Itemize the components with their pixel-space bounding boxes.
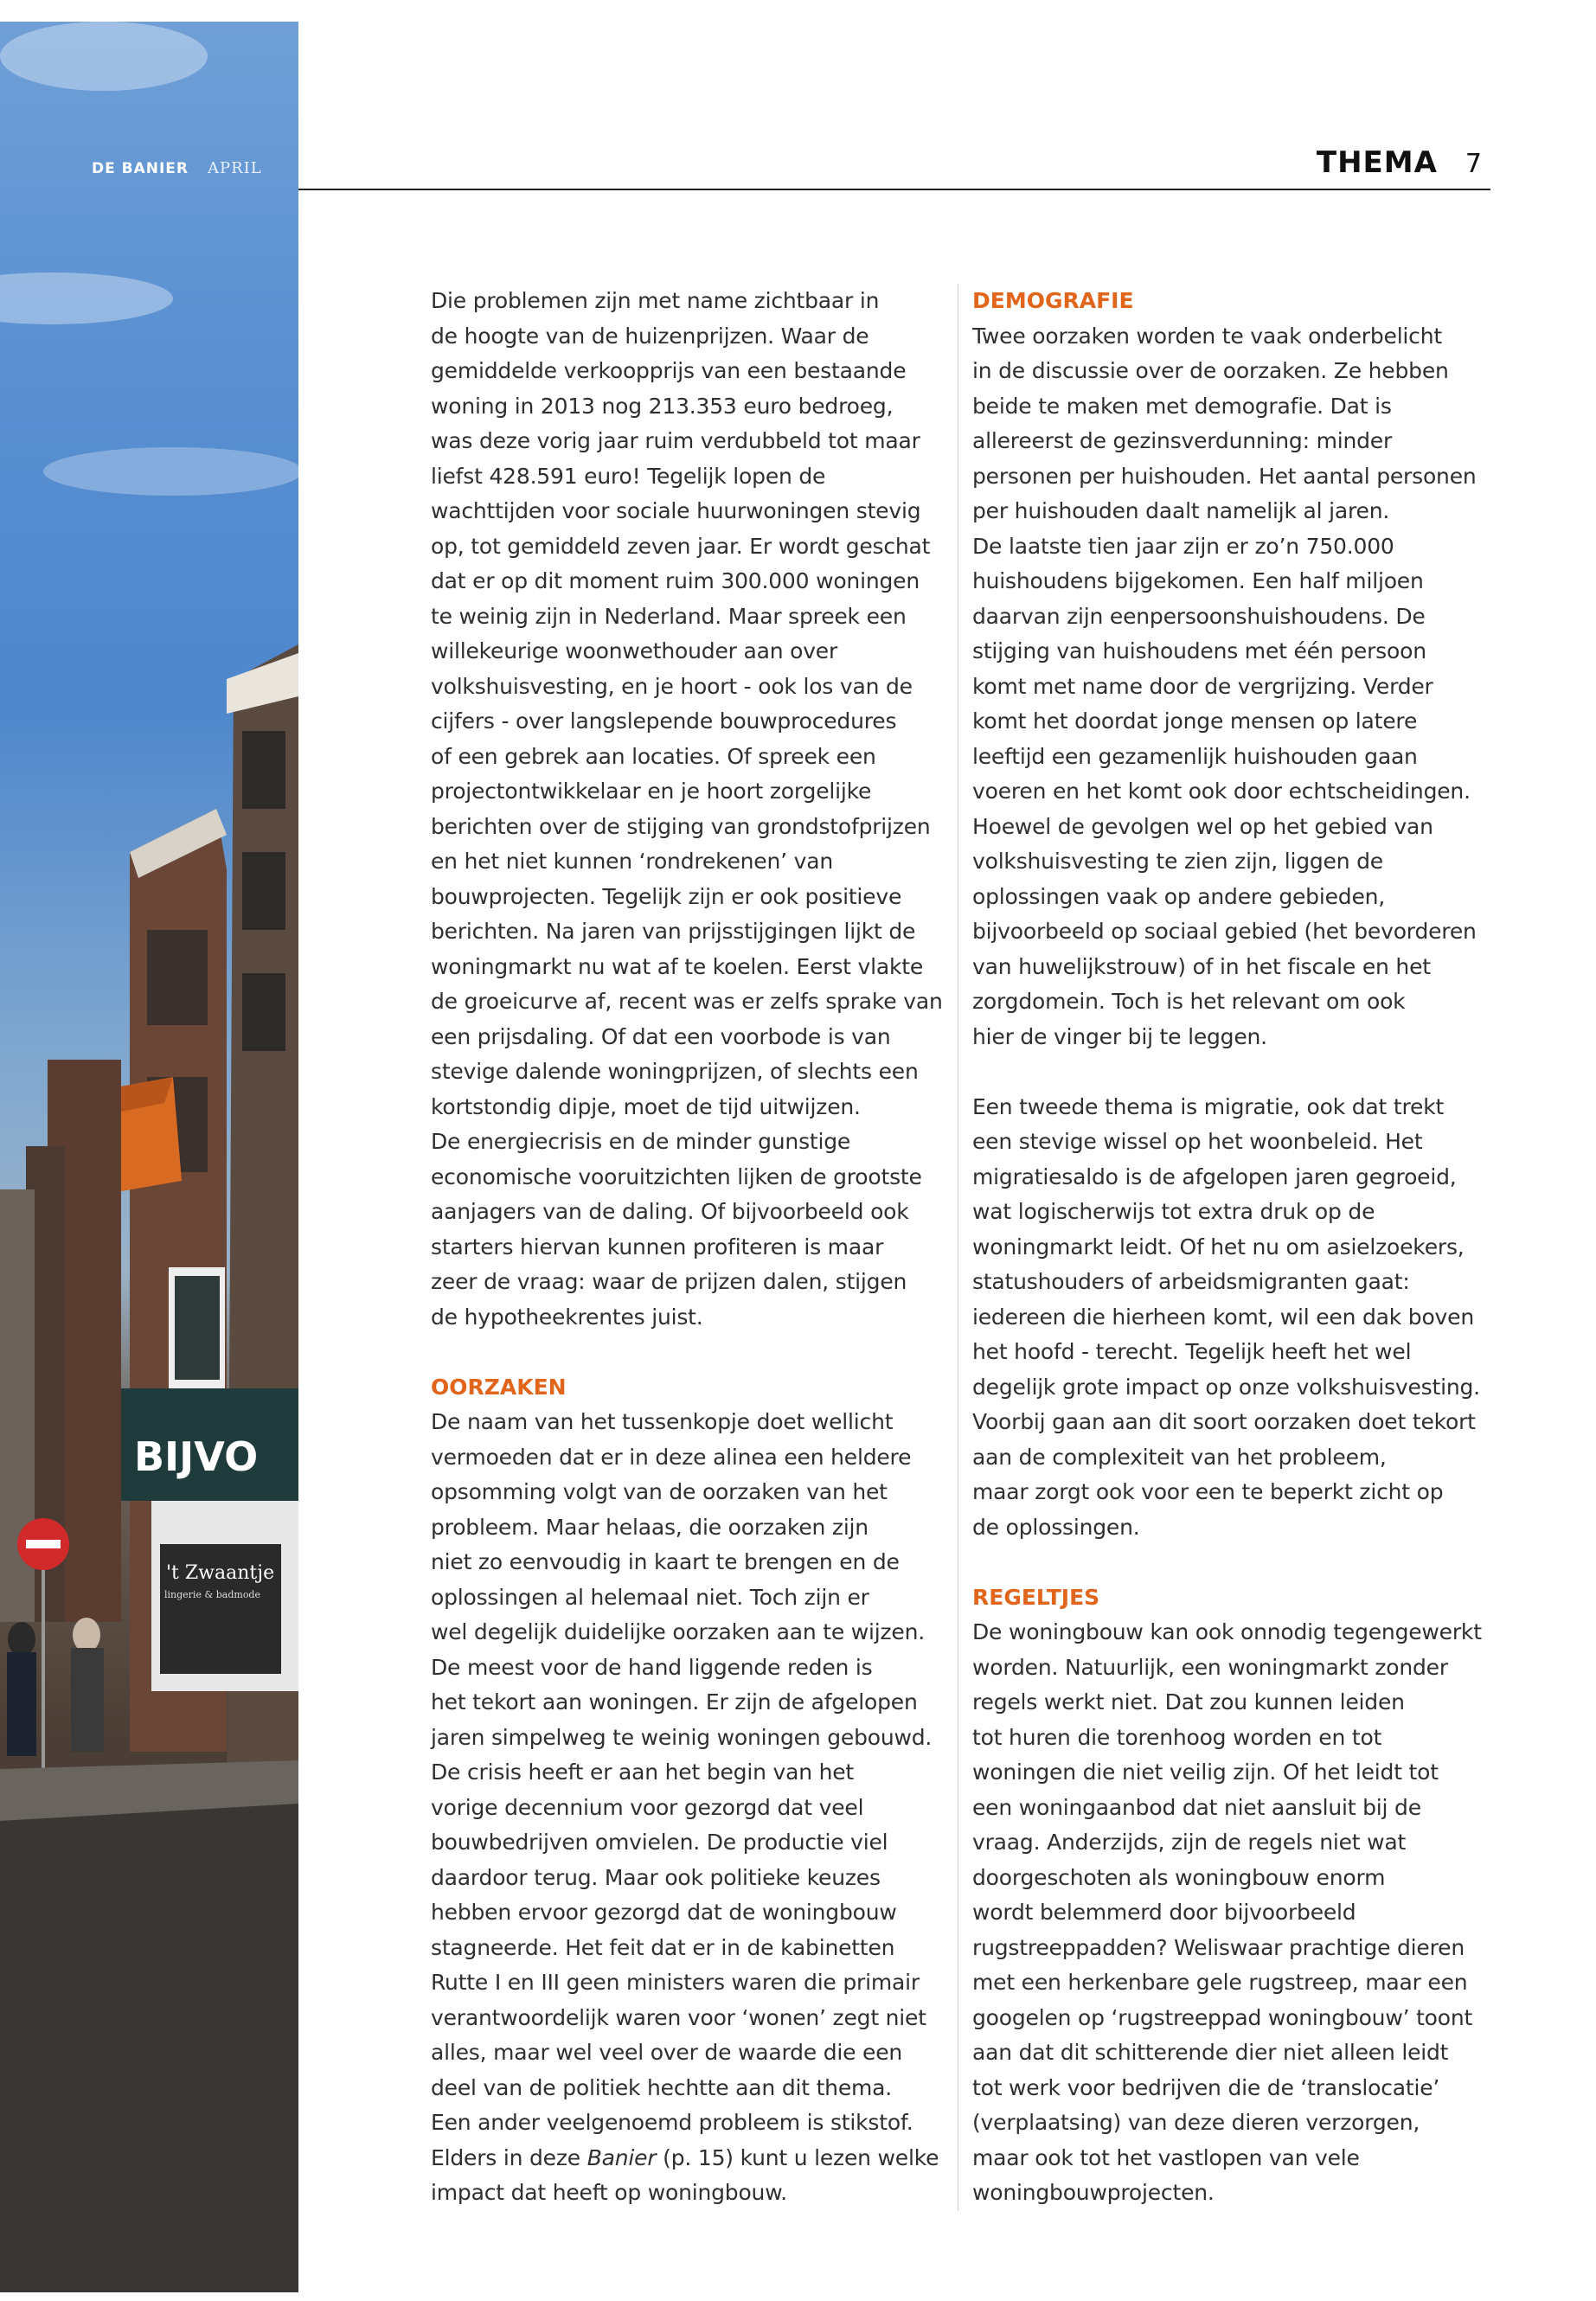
heading-regeltjes: REGELTJES	[972, 1584, 1100, 1610]
heading-oorzaken: OORZAKEN	[431, 1374, 567, 1400]
right-column	[972, 284, 1491, 2211]
paragraph-migratie: Een tweede thema is migratie, ook dat trekt een stevige wissel op het woonbeleid. Het migratiesaldo is de afgelopen jaren gegroeid, wat logischerwijs tot extra druk op de woningmarkt leidt. Of het nu om asielzoekers, statushouders of arbeidsmigranten gaat: iedereen die hierheen komt, wil een dak boven het hoofd - terecht. Tegelijk heeft het wel degelijk grote impact op onze volkshuisvesting. Voorbij gaan aan dit soort oorzaken doet tekort aan de complexiteit van het probleem, maar zorgt ook voor een te beperkt zicht op de oplossingen.	[972, 1093, 1480, 1540]
page-number: 7	[1465, 149, 1482, 179]
shop-subtitle-text: lingerie & badmode	[164, 1589, 260, 1600]
section-title: THEMA	[1316, 145, 1438, 180]
stikstof-text-before: Elders in deze	[431, 2144, 587, 2170]
paragraph-regeltjes: De woningbouw kan ook onnodig tegengewerkt worden. Natuurlijk, een woningmarkt zonder regels werkt niet. Dat zou kunnen leiden tot huren die torenhoog worden en tot woningen die niet veilig zijn. Of het leidt tot een woningaanbod dat niet aansluit bij de vraag. Anderzijds, zijn de regels niet wat doorgeschoten als woningbouw enorm wordt belemmerd door bijvoorbeeld rugstreeppadden? Weliswaar prachtige dieren met een herkenbare gele rugstreep, maar een googelen op ‘rugstreeppad woningbouw’ toont aan dat dit schitterende dier niet alleen leidt tot werk voor bedrijven die de ‘translocatie’ (verplaatsing) van deze dieren verzorgen, maar ook tot het vastlopen van vele woningbouwprojecten.	[972, 1619, 1482, 2205]
paragraph-stikstof	[431, 2141, 950, 2211]
paragraph-demografie: Twee oorzaken worden te vaak onderbelicht in de discussie over de oorzaken. Ze hebben beide te maken met demografie. Dat is allereerst de gezinsverdunning: minder personen per huishouden. Het aantal personen per huishouden daalt namelijk al jaren. De laatste tien jaar zijn er zo’n 750.000 huishoudens bijgekomen. Een half miljoen daarvan zijn eenpersoonshuishoudens. De stijging van huishoudens met één persoon komt met name door de vergrijzing. Verder komt het doordat jonge mensen op latere leeftijd een gezamenlijk huishouden gaan voeren en het komt ook door echtscheidingen. Hoewel de gevolgen wel op het gebied van volkshuisvesting te zien zijn, liggen de oplossingen vaak op andere gebieden, bijvoorbeeld op sociaal gebied (het bevorderen van huwelijkstrouw) of in het fiscale en het zorgdomein. Toch is het relevant om ook hier de vinger bij te leggen.	[972, 323, 1477, 1049]
issue-month: APRIL	[208, 159, 262, 177]
street-photo	[0, 22, 298, 2292]
shop-name-text: 't Zwaantje	[166, 1562, 275, 1584]
shop-sign-text: BIJVO	[134, 1433, 259, 1480]
header-rule	[298, 189, 1490, 190]
banier-italic: Banier	[586, 2144, 657, 2170]
left-column	[431, 284, 950, 2211]
stikstof-text-after: (p. 15) kunt u lezen welke impact dat heeft op woningbouw.	[431, 2144, 939, 2205]
publication-name: DE BANIER	[92, 160, 189, 177]
street-photo-illustration	[0, 22, 298, 2292]
paragraph-oorzaken: De naam van het tussenkopje doet wellicht vermoeden dat er in deze alinea een heldere opsomming volgt van de oorzaken van het probleem. Maar helaas, die oorzaken zijn niet zo eenvoudig in kaart te brengen en de oplossingen al helemaal niet. Toch zijn er wel degelijk duidelijke oorzaken aan te wijzen. De meest voor de hand liggende reden is het tekort aan woningen. Er zijn de afgelopen jaren simpelweg te weinig woningen gebouwd. De crisis heeft er aan het begin van het vorige decennium voor gezorgd dat veel bouwbedrijven omvielen. De productie viel daardoor terug. Maar ook politieke keuzes hebben ervoor gezorgd dat de woningbouw stagneerde. Het feit dat er in de kabinetten Rutte I en III geen ministers waren die primair verantwoordelijk waren voor ‘wonen’ zegt niet alles, maar wel veel over de waarde die een deel van de politiek hechtte aan dit thema. Een ander veelgenoemd probleem is stikstof.	[431, 1409, 933, 2135]
section-header	[1317, 145, 1482, 180]
paragraph-intro: Die problemen zijn met name zichtbaar in de hoogte van de huizenprijzen. Waar de gemiddelde verkoopprijs van een bestaande woning in 2013 nog 213.353 euro bedroeg, was deze vorig jaar ruim verdubbeld tot maar liefst 428.591 euro! Tegelijk lopen de wachttijden voor sociale huurwoningen stevig op, tot gemiddeld zeven jaar. Er wordt geschat dat er op dit moment ruim 300.000 woningen te weinig zijn in Nederland. Maar spreek een willekeurige woonwethouder aan over volkshuisvesting, en je hoort - ook los van de cijfers - over langslepende bouwprocedures of een gebrek aan locaties. Of spreek een projectontwikkelaar en je hoort zorgelijke berichten over de stijging van grondstofprijzen en het niet kunnen ‘rondrekenen’ van bouwprojecten. Tegelijk zijn er ook positieve berichten. Na jaren van prijsstijgingen lijkt de woningmarkt nu wat af te koelen. Eerst vlakte de groeicurve af, recent was er zelfs sprake van een prijsdaling. Of dat een voorbode is van stevige dalende woningprijzen, of slechts een kortstondig dipje, moet de tijd uitwijzen. De energiecrisis en de minder gunstige economische vooruitzichten lijken de grootste aanjagers van de daling. Of bijvoorbeeld ook starters hiervan kunnen profiteren is maar zeer de vraag: waar de prijzen dalen, stijgen de hypotheekrentes juist.	[431, 288, 943, 1330]
heading-demografie: DEMOGRAFIE	[972, 288, 1134, 313]
masthead	[92, 159, 262, 177]
